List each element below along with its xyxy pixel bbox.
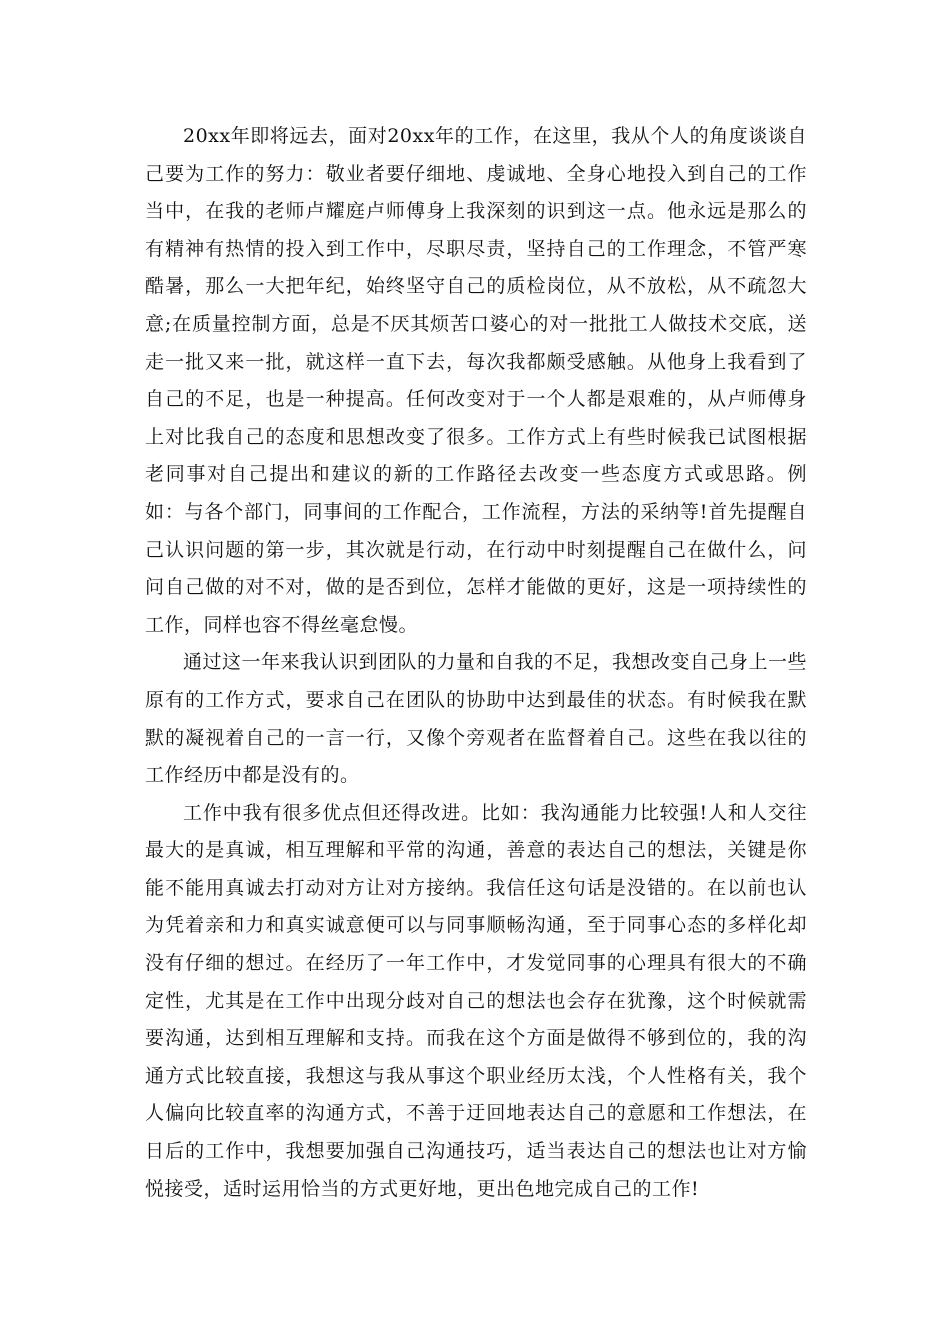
paragraph-1: 20xx年即将远去，面对20xx年的工作，在这里，我从个人的角度谈谈自己要为工作的努力：敬业者要仔细地、虔诚地、全身心地投入到自己的工作当中，在我的老师卢耀庭卢师傅身上我深刻的识到这一点。他永远是那么的有精神有热情的投入到工作中，尽职尽责，坚持自己的工作理念，不管严寒酷暑，那么一大把年纪，始终坚守自己的质检岗位，从不放松，从不疏忽大意;在质量控制方面，总是不厌其烦苦口婆心的对一批批工人做技术交底，送走一批又来一批，就这样一直下去，每次我都颇受感触。从他身上我看到了自己的不足，也是一种提高。任何改变对于一个人都是艰难的，从卢师傅身上对比我自己的态度和思想改变了很多。工作方式上有些时候我已试图根据老同事对自己提出和建议的新的工作路径去改变一些态度方式或思路。例如：与各个部门，同事间的工作配合，工作流程，方法的采纳等!首先提醒自己认识问题的第一步，其次就是行动，在行动中时刻提醒自己在做什么，问问自己做的对不对，做的是否到位，怎样才能做的更好，这是一项持续性的工作，同样也容不得丝毫怠慢。 bbox=[145, 125, 807, 636]
document-page bbox=[145, 118, 807, 1208]
paragraph-3: 工作中我有很多优点但还得改进。比如：我沟通能力比较强!人和人交往最大的是真诚，相互理解和平常的沟通，善意的表达自己的想法，关键是你能不能用真诚去打动对方让对方接纳。我信任这句话是没错的。在以前也认为凭着亲和力和真实诚意便可以与同事顺畅沟通，至于同事心态的多样化却没有仔细的想过。在经历了一年工作中，才发觉同事的心理具有很大的不确定性，尤其是在工作中出现分歧对自己的想法也会存在犹豫，这个时候就需要沟通，达到相互理解和支持。而我在这个方面是做得不够到位的，我的沟通方式比较直接，我想这与我从事这个职业经历太浅，个人性格有关，我个人偏向比较直率的沟通方式，不善于迂回地表达自己的意愿和工作想法，在日后的工作中，我想要加强自己沟通技巧，适当表达自己的想法也让对方愉悦接受，适时运用恰当的方式更好地，更出色地完成自己的工作! bbox=[145, 801, 807, 1200]
paragraph-2: 通过这一年来我认识到团队的力量和自我的不足，我想改变自己身上一些原有的工作方式，要求自己在团队的协助中达到最佳的状态。有时候我在默默的凝视着自己的一言一行，又像个旁观者在监督着自己。这些在我以往的工作经历中都是没有的。 bbox=[145, 651, 808, 787]
